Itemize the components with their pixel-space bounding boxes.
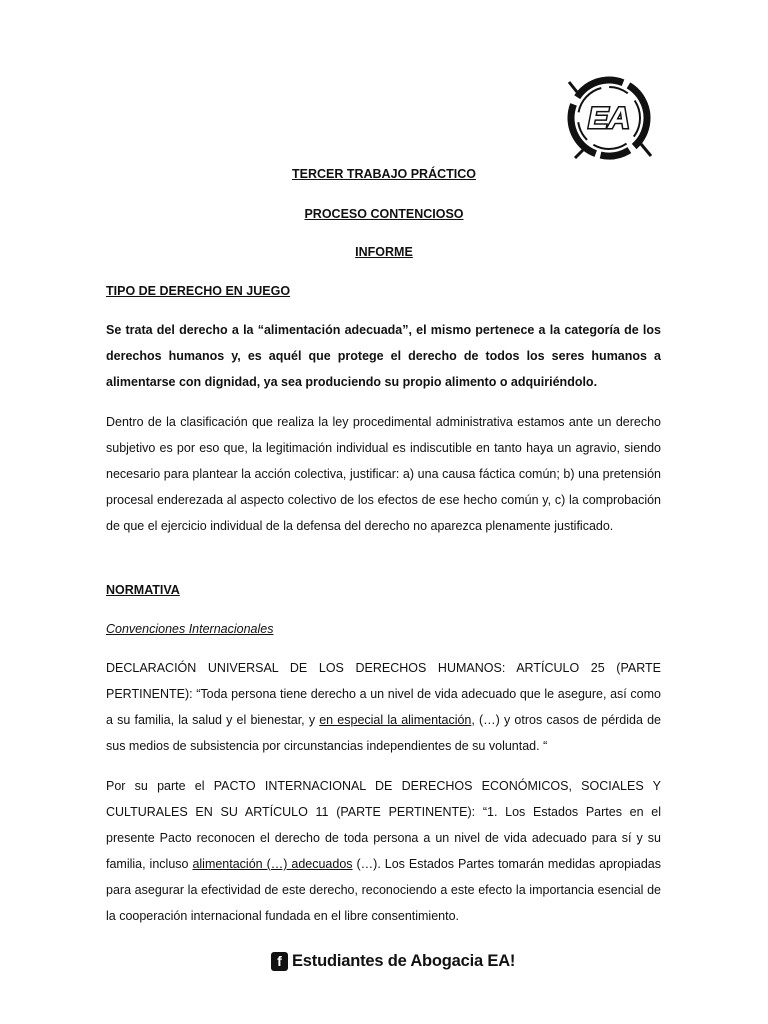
section-title-normativa: NORMATIVA [106,583,180,597]
paragraph-4-underlined: alimentación (…) adecuados [192,857,353,871]
doc-title: TERCER TRABAJO PRÁCTICO [291,167,477,181]
ea-logo-text: EA [588,102,630,135]
facebook-icon: f [271,952,288,971]
paragraph-2: Dentro de la clasificación que realiza la ley procedimental administrativa estamos ante un derecho subjetivo es por eso que, la legitimación individual es indiscutible en tanto haya un agravio, siendo necesario para plantear la acción colectiva, justificar: a) una causa fáctica común; b) una pretensión procesal enderezada al aspecto colectivo de los efectos de ese hecho común y, c) la comprobación de que el ejercicio individual de la defensa del derecho no aparezca plenamente justificado. [106,415,661,533]
paragraph-3-text-b: , (…) y otros casos de pérdida de sus medios de subsistencia por circunstancias independientes de su voluntad. “ [106,713,661,753]
paragraph-1: Se trata del derecho a la “alimentación adecuada”, el mismo pertenece a la categoría de los derechos humanos y, es aquél que protege el derecho de todos los seres humanos a alimentarse con dignidad, ya sea produciendo su propio alimento o adquiriéndolo. [106,323,661,389]
paragraph-3-underlined: en especial la alimentación [319,713,472,727]
doc-subtitle: PROCESO CONTENCIOSO [304,207,464,221]
paragraph-3-text-a: DECLARACIÓN UNIVERSAL DE LOS DERECHOS HUMANOS: ARTÍCULO 25 (PARTE PERTINENTE): “Toda persona tiene derecho a un nivel de vida adecuado que le asegure, así como a su familia, la salud y el bienestar, y [106,661,661,727]
subsection-convenciones: Convenciones Internacionales [106,622,274,636]
section-title-tipo-derecho: TIPO DE DERECHO EN JUEGO [106,284,291,298]
paragraph-4 [106,773,661,929]
paragraph-4-text-b: (…). Los Estados Partes tomarán medidas apropiadas para asegurar la efectividad de este derecho, reconociendo a este efecto la importancia esencial de la cooperación internacional fundada en el libre consentimiento. [106,857,661,923]
doc-heading-informe: INFORME [355,245,413,259]
footer-brand [271,949,515,973]
footer-text: Estudiantes de Abogacia EA! [292,951,516,970]
paragraph-4-text-a: Por su parte el PACTO INTERNACIONAL DE DERECHOS ECONÓMICOS, SOCIALES Y CULTURALES EN SU ARTÍCULO 11 (PARTE PERTINENTE): “1. Los Estados Partes en el presente Pacto reconocen el derecho de toda persona a un nivel de vida adecuado para sí y su familia, incluso [106,779,661,871]
ea-logo [563,72,655,164]
paragraph-3 [106,655,661,759]
